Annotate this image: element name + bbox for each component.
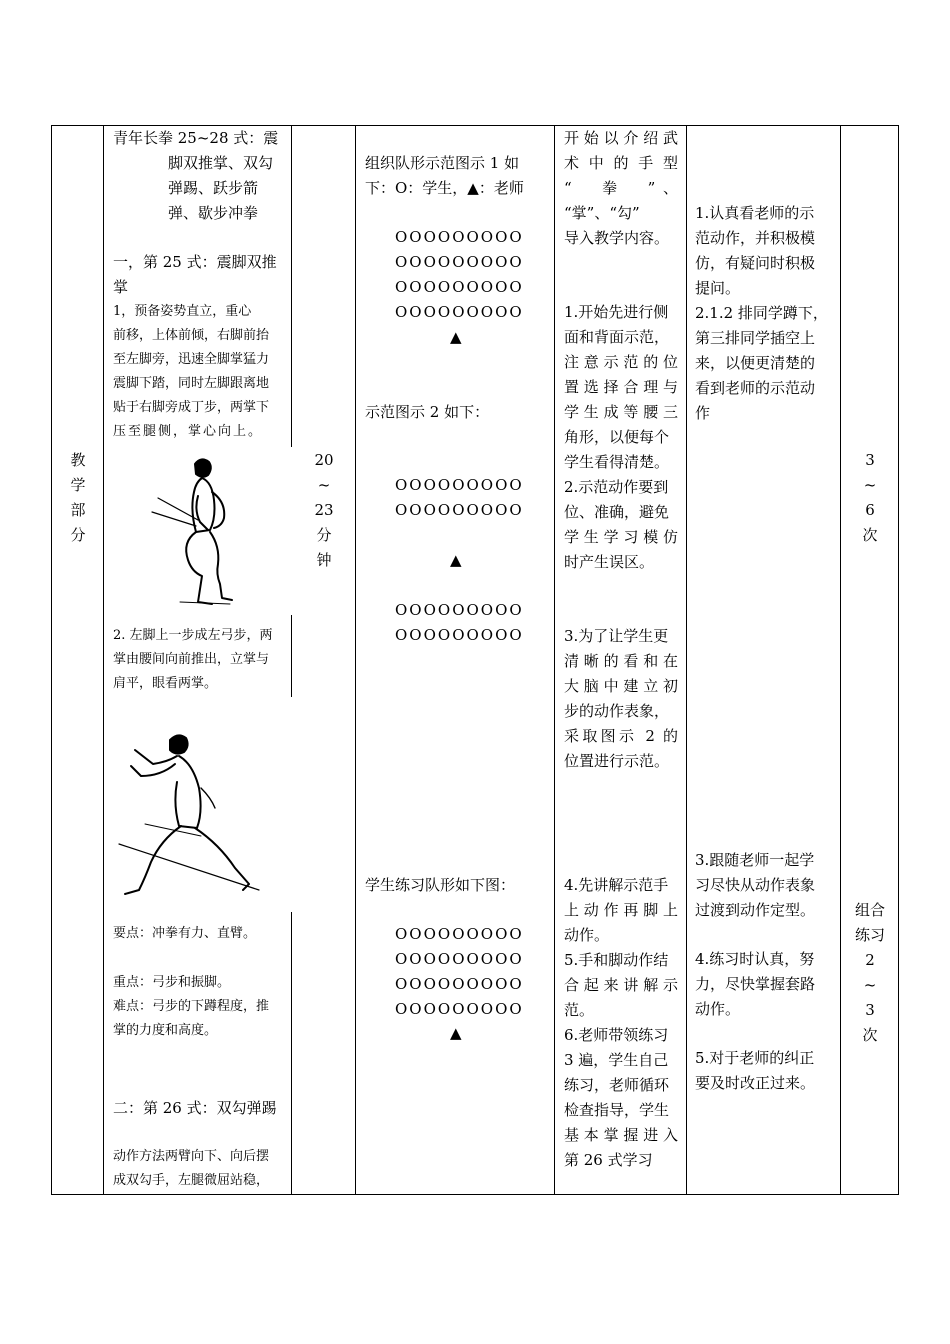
lesson-title: 弹、歇步冲拳 bbox=[168, 204, 259, 222]
student-row: OOOOOOOOO bbox=[395, 303, 524, 321]
stance-figure-1 bbox=[150, 452, 240, 610]
step2-text: 掌由腰间向前推出，立掌与 bbox=[113, 652, 270, 667]
key-point: 要点：冲拳有力、直臂。 bbox=[113, 926, 257, 941]
step2-text: 肩平，眼看两掌。 bbox=[113, 676, 218, 691]
column-divider bbox=[554, 125, 555, 1195]
difficulty-point: 难点：弓步的下蹲程度，推 bbox=[113, 999, 270, 1014]
lesson-plan-page: 教 学 部 分 青年长拳 25~28 式：震 脚双推掌、双勾 弹踢、跃步箭 弹、歇步冲拳 一，第 25 式：震脚双推 掌 1，预备姿势直立，重心 前移，上体前倾，右脚前抬 至左脚旁，迅速全脚掌猛力 震脚下踏，同时左脚跟离地 贴于右脚旁成丁步，两掌下 压至腿侧，掌心向上。 2. 左脚上一步成左弓步，两 掌由腰间向前推出，立掌与 肩平，眼看两掌。 要点：冲拳有力、直臂。 重点：弓步和振脚。 难点：弓步的下蹲程度，推 掌的力度和高度。 二：第 26 式：双勾弹踢 动作方法两臂向下、向后摆 成双勾手，左腿微屈站稳， 20 ~ 23 分 钟 组织队形示范图示 1 如 下：O：学生，▲：老师 OOOOOOOOO OOOOOOOOO OOOOOOOOO OOOOOOOOO ▲ 示范图示 2 如下： OOOOOOOOO OOOOOOOOO ▲ OOOOOOOOO OOOOOOOOO 学生练习队形如下图： OOOOOOOOO OOOOOOOOO OOOOOOOOO OOOOOOOOO ▲ 开始以介绍武 术中的手型 “ 拳 ”、 “掌”、“勾” 导入教学内容。 1.开始先进行侧 面和背面示范， 注意示范的位 置选择合理与 学生成等腰三 角形，以便每个 学生看得清楚。 2.示范动作要到 位、准确，避免 学生学习模仿 时产生误区。 3.为了让学生更 清晰的看和在 大脑中建立初 步的动作表象， 采取图示 2 的 位置进行示范。 4.先讲解示范手 上动作再脚上 动作。 5.手和脚动作结 合起来讲解示 范。 6.老师带领练习 3 遍，学生自己 练习，老师循环 检查指导，学生 基本掌握进入 第 26 式学习 1.认真看老师的示 范动作，并积极模 仿，有疑问时积极 提问。 2.1.2 排同学蹲下， 第三排同学插空上 来，以便更清楚的 看到老师的示范动 作 3.跟随老师一起学 习尽快从动作表象 过渡到动作定型。 4.练习时认真，努 力，尽快掌握套路 动作。 5.对于老师的纠正 要及时改正过来。 3 ~ 6 次 组合 练习 2 ~ 3 次 bbox=[0, 0, 950, 1344]
student-row: OOOOOOOOO bbox=[395, 601, 524, 619]
step1-text: 前移，上体前倾，右脚前抬 bbox=[113, 328, 270, 343]
lesson-title: 脚双推掌、双勾 bbox=[168, 154, 274, 172]
difficulty-point: 掌的力度和高度。 bbox=[113, 1023, 218, 1038]
lesson-title: 青年长拳 25~28 式：震 bbox=[113, 129, 279, 147]
step1-text: 1，预备姿势直立，重心 bbox=[113, 304, 252, 319]
column-divider bbox=[103, 125, 104, 1195]
bow-stance-figure-2 bbox=[115, 728, 265, 900]
fig2-caption: 示范图示 2 如下： bbox=[365, 403, 490, 421]
practice-caption: 学生练习队形如下图： bbox=[365, 876, 516, 894]
step1-text: 震脚下踏，同时左脚跟离地 bbox=[113, 376, 270, 391]
fig1-caption: 组织队形示范图示 1 如 bbox=[365, 154, 520, 172]
student-row: OOOOOOOOO bbox=[395, 1000, 524, 1018]
step2-text: 2. 左脚上一步成左弓步，两 bbox=[113, 628, 273, 643]
inner-divider bbox=[291, 125, 292, 447]
method-text: 动作方法两臂向下、向后摆 bbox=[113, 1149, 270, 1164]
teacher-marker: ▲ bbox=[450, 328, 462, 346]
step1-text: 贴于右脚旁成丁步，两掌下 bbox=[113, 400, 270, 415]
inner-divider bbox=[291, 912, 292, 1195]
student-row: OOOOOOOOO bbox=[395, 975, 524, 993]
form26-title: 二：第 26 式：双勾弹踢 bbox=[113, 1099, 277, 1117]
student-row: OOOOOOOOO bbox=[395, 476, 524, 494]
step1-text: 至左脚旁，迅速全脚掌猛力 bbox=[113, 352, 270, 367]
inner-divider bbox=[291, 615, 292, 697]
column-divider bbox=[686, 125, 687, 1195]
emphasis-point: 重点：弓步和振脚。 bbox=[113, 975, 231, 990]
lesson-title: 弹踢、跃步箭 bbox=[168, 179, 259, 197]
form25-title: 一，第 25 式：震脚双推 bbox=[113, 253, 277, 271]
method-text: 成双勾手，左腿微屈站稳， bbox=[113, 1173, 270, 1188]
column-divider bbox=[355, 125, 356, 1195]
student-row: OOOOOOOOO bbox=[395, 501, 524, 519]
student-row: OOOOOOOOO bbox=[395, 253, 524, 271]
student-row: OOOOOOOOO bbox=[395, 925, 524, 943]
student-row: OOOOOOOOO bbox=[395, 626, 524, 644]
teacher-marker: ▲ bbox=[450, 1024, 462, 1042]
student-row: OOOOOOOOO bbox=[395, 950, 524, 968]
form25-title: 掌 bbox=[113, 278, 129, 296]
teacher-marker: ▲ bbox=[450, 551, 462, 569]
column-divider bbox=[840, 125, 841, 1195]
fig1-caption: 下：O：学生，▲：老师 bbox=[365, 179, 524, 197]
student-row: OOOOOOOOO bbox=[395, 278, 524, 296]
student-row: OOOOOOOOO bbox=[395, 228, 524, 246]
step1-text: 压至腿侧，掌心向上。 bbox=[113, 424, 264, 439]
